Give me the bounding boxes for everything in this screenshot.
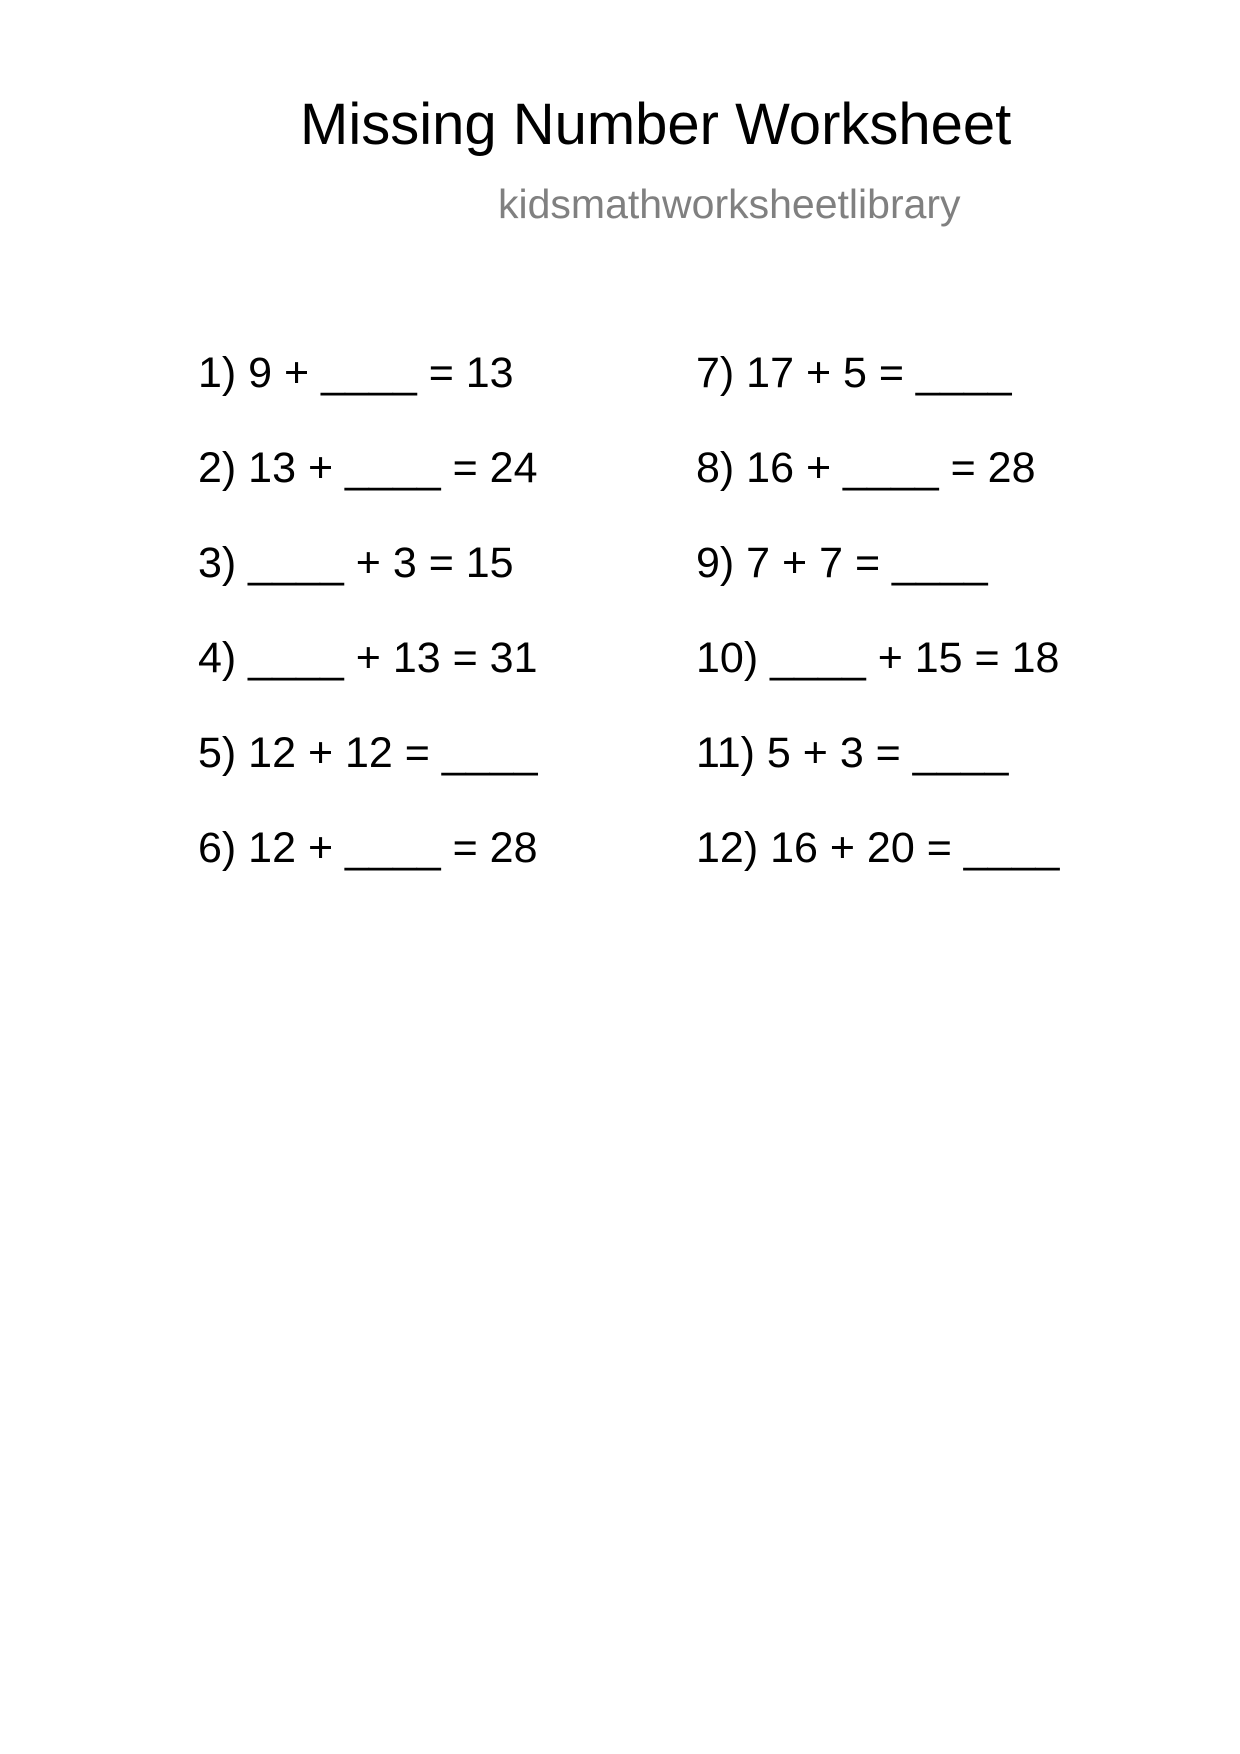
problem-item: 5) 12 + 12 = ____	[198, 729, 538, 777]
problem-item: 11) 5 + 3 = ____	[696, 729, 1009, 777]
problem-item: 9) 7 + 7 = ____	[696, 539, 988, 587]
problem-item: 8) 16 + ____ = 28	[696, 444, 1036, 492]
problem-item: 10) ____ + 15 = 18	[696, 634, 1060, 682]
problem-item: 3) ____ + 3 = 15	[198, 539, 514, 587]
problem-item: 6) 12 + ____ = 28	[198, 824, 538, 872]
problems-right-column	[696, 349, 1060, 922]
problem-item: 1) 9 + ____ = 13	[198, 349, 514, 397]
problem-item: 12) 16 + 20 = ____	[696, 824, 1060, 872]
problem-item: 2) 13 + ____ = 24	[198, 444, 538, 492]
page-subtitle: kidsmathworksheetlibrary	[498, 181, 961, 227]
problem-item: 4) ____ + 13 = 31	[198, 634, 538, 682]
page-title: Missing Number Worksheet	[300, 92, 1012, 157]
problem-item: 7) 17 + 5 = ____	[696, 349, 1012, 397]
problems-left-column	[198, 349, 538, 922]
